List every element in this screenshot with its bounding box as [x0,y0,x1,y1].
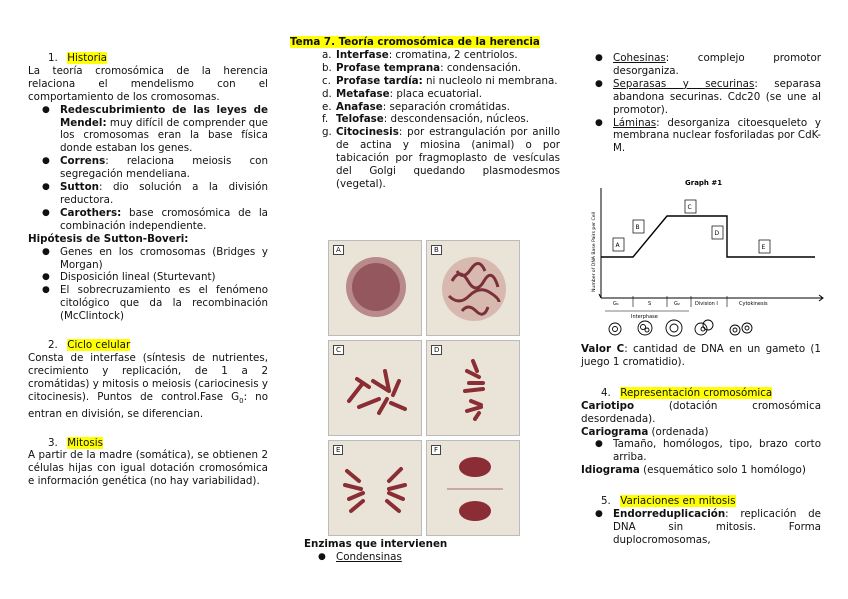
list-item: ● Cohesinas: complejo promotor desorganiza. [581,52,821,78]
box-d-label: D [714,230,720,237]
mitosis-photo [328,240,422,336]
graph-title: Graph #1 [685,179,723,187]
list-item: ● Disposición lineal (Sturtevant) [28,271,268,284]
column-right-lower [581,343,821,547]
cariograma-text: Cariograma (ordenada) [581,425,709,438]
enzymes-block [304,538,554,564]
column-middle [290,36,560,191]
list-item: ● Condensinas [304,551,554,564]
phase-item: a. Interfase: cromatina, 2 centriolos. [322,48,518,61]
column-right [581,52,821,155]
ciclo-text: Consta de interfase (síntesis de nutrientes, crecimiento y replicación, de 1 a 2 cromátidas) y mitosis o meiosis (cariocinesis y citocinesis). Puntos de control.Fase $G_0$: no entran en división, se diferencian. [28,351,268,420]
phase-label: Cytokinesis [739,301,768,307]
cell-icons [609,320,752,336]
section-variaciones-heading: 5. Variaciones en mitosis [601,495,736,508]
graph-ylabel: Number of DNA Base Pairs per Cell [592,211,597,292]
phase-item: d. Metafase: placa ecuatorial. [322,87,483,100]
phase-label: S [648,301,652,307]
list-item: ● Correns: relaciona meiosis con segregación mendeliana. [28,155,268,181]
graph-svg [585,172,825,340]
section-title: Historia [67,52,107,64]
phase-item: g. Citocinesis: por estrangulación por anillo de actina y miosina (animal) o por tabicación por fragmoplasto de vesículas del Golgi quedando plasmodesmos (vegetal). [322,126,560,190]
dna-content-graph [585,172,825,340]
phase-item: b. Profase temprana: condensación. [322,61,522,74]
micrograph-image [427,341,520,436]
list-item: ● Tamaño, homólogos, tipo, brazo corto arriba. [581,438,821,464]
micrograph-image [329,341,422,436]
mitosis-photo [426,440,520,536]
mitosis-photo [426,240,520,336]
enzymes-title: Enzimas que intervienen [304,538,448,550]
phase-item: c. Profase tardía: ni nucleolo ni membrana. [322,74,558,87]
hypothesis-title: Hipótesis de Sutton-Boveri: [28,232,189,245]
interphase-label: Interphase [631,314,658,320]
section-representacion-heading: 4. Representación cromosómica [601,386,773,399]
mitosis-photo [328,340,422,436]
photo-label: C [333,345,344,355]
mitosis-photo [426,340,520,436]
mitosis-photo-grid [328,240,520,534]
box-b-label: B [635,224,640,231]
phase-item: f. Telofase: descondensación, núcleos. [322,113,530,126]
box-c-label: C [687,204,692,211]
phase-label: G₂ [674,301,680,307]
section-ciclo-heading: 2. Ciclo celular [48,339,131,352]
box-a-label: A [615,242,620,249]
list-item: ● Separasas y securinas: separasa abandona securinas. Cdc20 (se une al promotor). [581,78,821,117]
phase-label: Division I [695,301,718,307]
list-item: ● Redescubrimiento de las leyes de Mendel: muy difícil de comprender que los cromosomas eran la base física donde estaban los genes. [28,104,268,156]
micrograph-image [329,241,422,336]
mitosis-text: A partir de la madre (somática), se obtienen 2 células hijas con igual dotación cromosómica e información genética (no hay variabilidad). [28,449,268,488]
phase-boxes [613,200,770,253]
section-title: Mitosis [67,436,103,449]
section-title: Ciclo celular [67,339,131,352]
phase-list [290,49,560,191]
section-title: Representación cromosómica [620,386,773,399]
photo-label: E [333,445,343,455]
valor-c-text: Valor C: cantidad de DNA en un gameto (1 juego 1 cromatidio). [581,343,821,368]
micrograph-image [427,441,520,536]
list-item: ● Endorreduplicación: replicación de DNA sin mitosis. Forma duplocromosomas, [581,508,821,547]
phase-item: e. Anafase: separación cromátidas. [322,100,510,113]
photo-label: A [333,245,344,255]
list-item: ● Genes en los cromosomas (Bridges y Morgan) [28,246,268,272]
photo-label: F [431,445,441,455]
column-left [28,52,268,488]
section-mitosis-heading: 3. Mitosis [48,436,103,449]
micrograph-image [329,441,422,536]
idiograma-text: Idiograma (esquemático solo 1 homólogo) [581,464,806,477]
section-historia-heading: 1. Historia [48,52,107,64]
list-item: ● El sobrecruzamiento es el fenómeno citológico que da la recombinación (McClintock) [28,284,268,323]
list-item: ● Carothers: base cromosómica de la combinación independiente. [28,207,268,233]
cariotipo-text: Cariotipo (dotación cromosómica desordenada). [581,399,821,425]
historia-text: La teoría cromosómica de la herencia relaciona el mendelismo con el comportamiento de los cromosomas. [28,64,268,103]
list-item: ● Láminas: desorganiza citoesqueleto y membrana nuclear fosforiladas por CdK-M. [581,117,821,156]
photo-label: B [431,245,442,255]
mitosis-photo [328,440,422,536]
section-title: Variaciones en mitosis [620,495,736,508]
list-item: ● Sutton: dio solución a la división reductora. [28,181,268,207]
page-title: Tema 7. Teoría cromosómica de la herencia [290,36,540,48]
box-e-label: E [761,244,766,251]
phase-label: G₁ [613,301,619,307]
micrograph-image [427,241,520,336]
photo-label: D [431,345,442,355]
